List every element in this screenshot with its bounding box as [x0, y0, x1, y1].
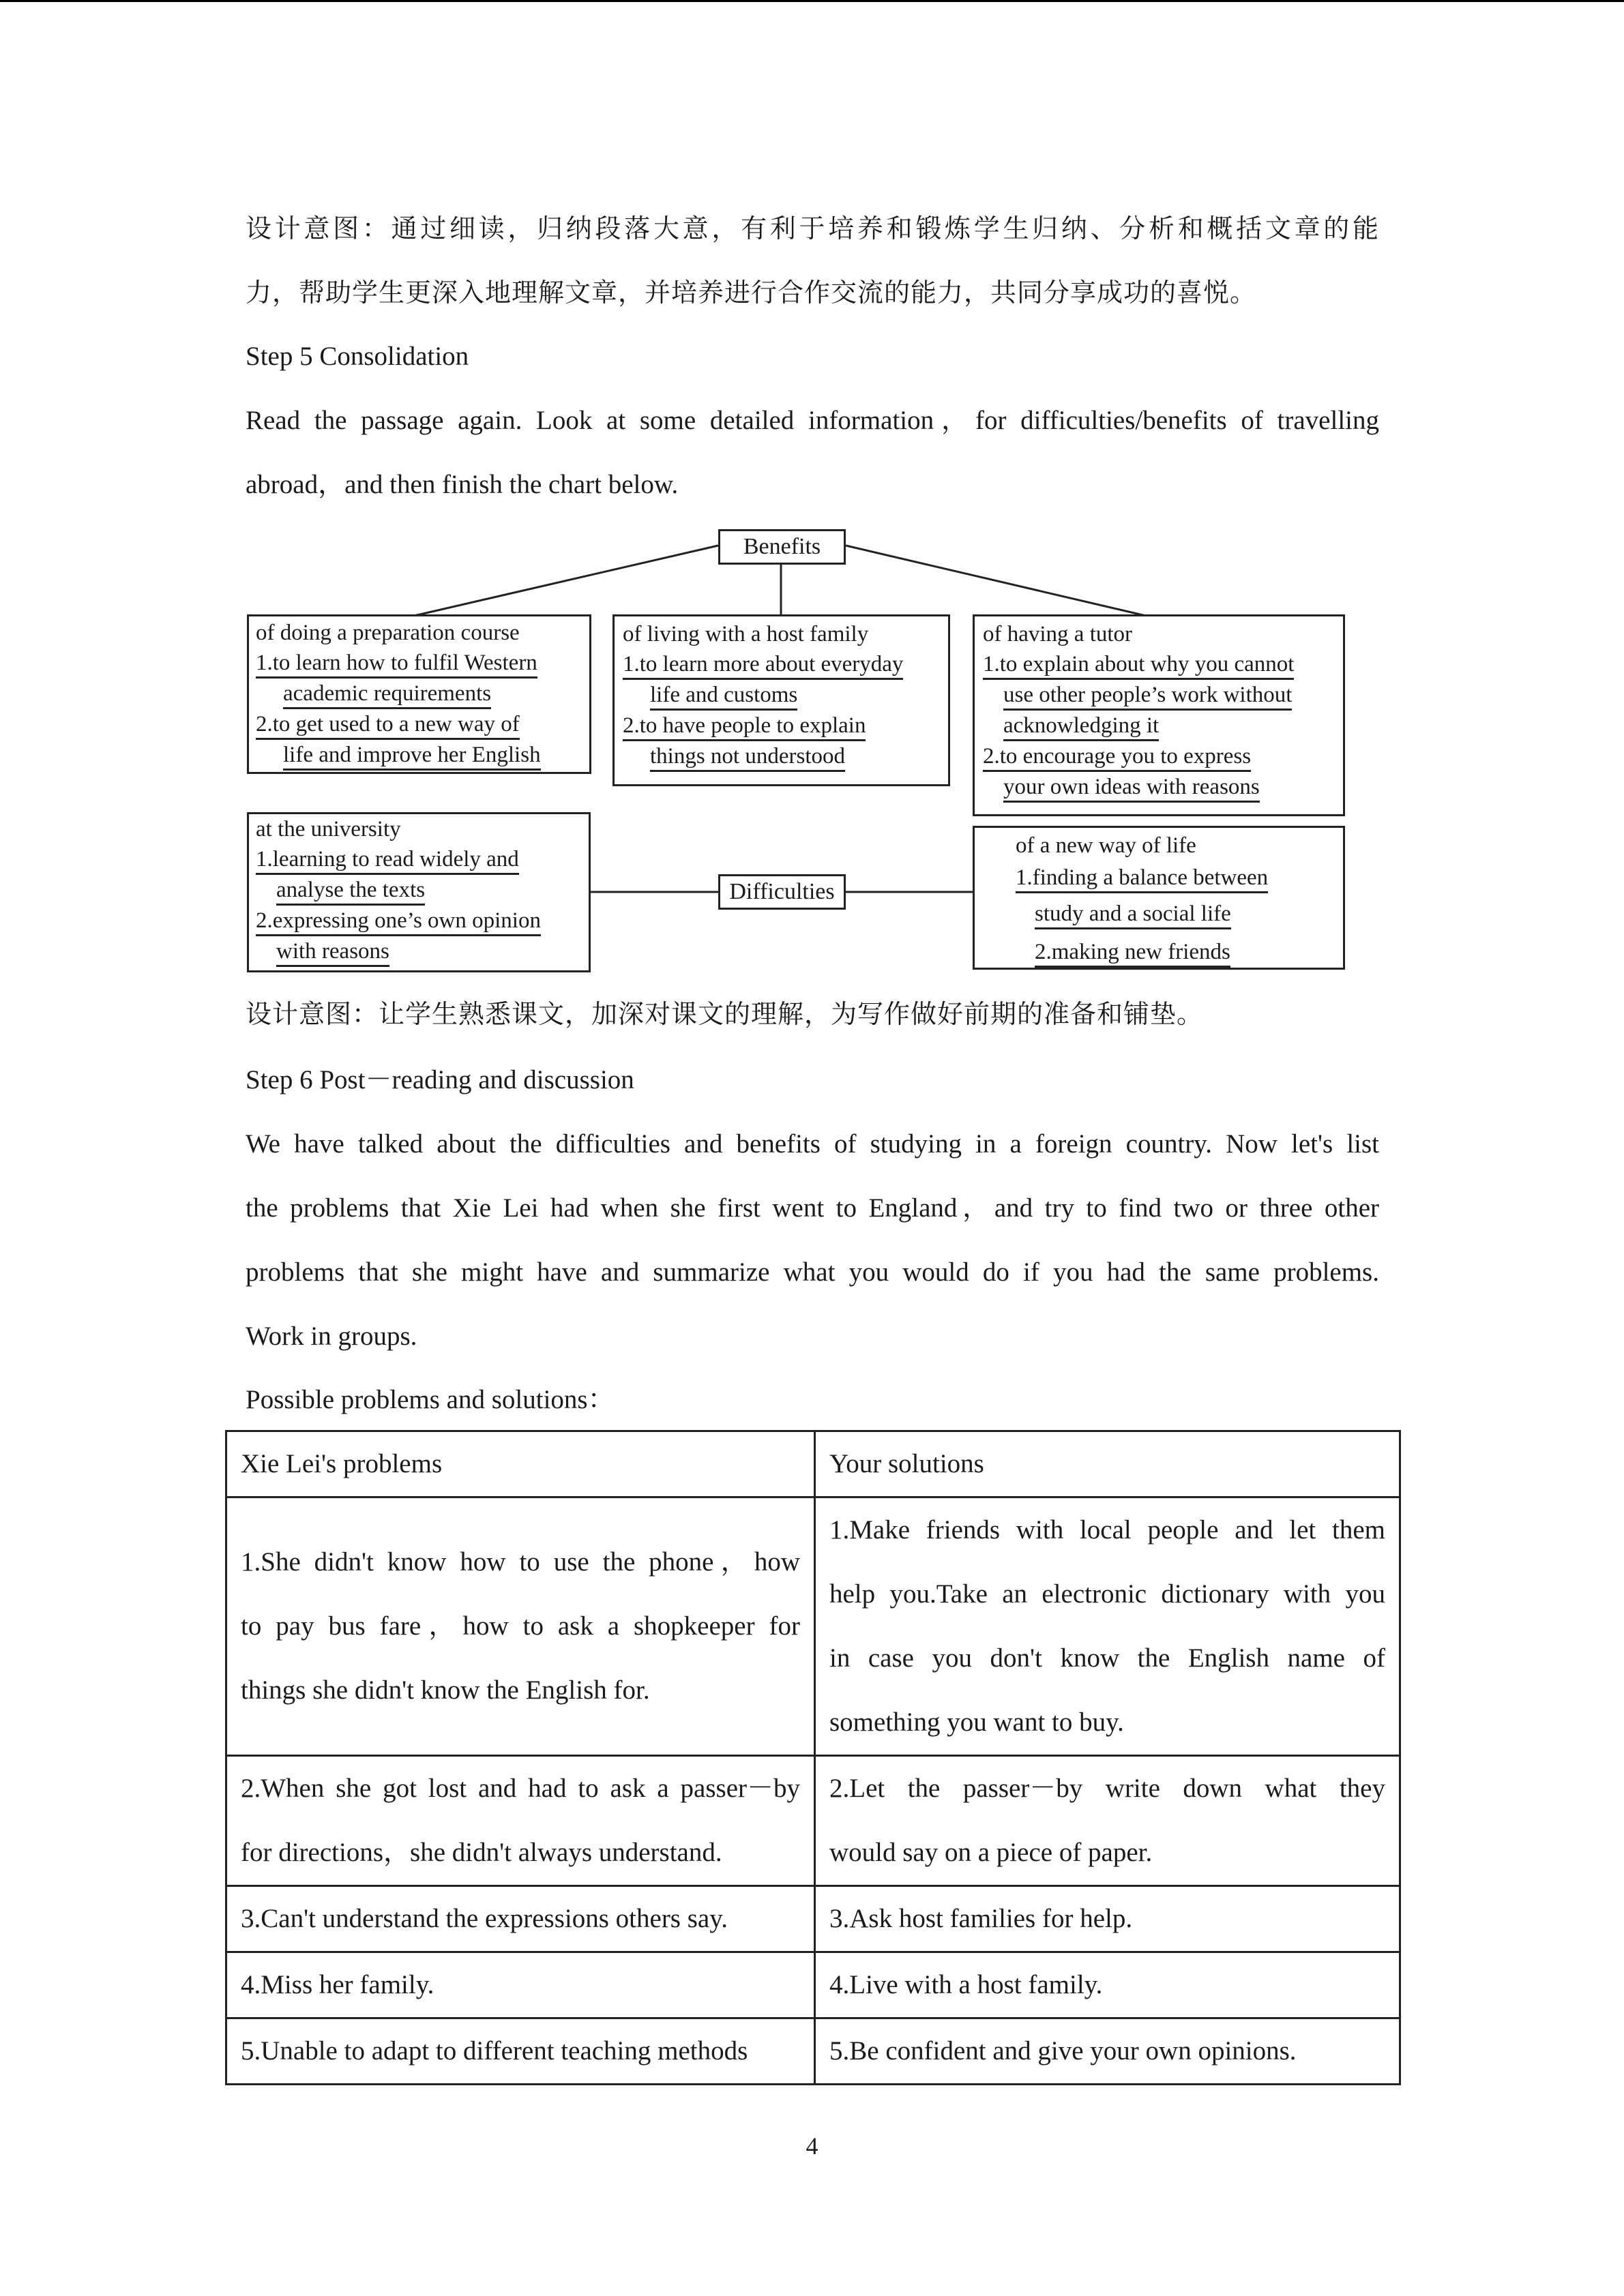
- solution-cell: [815, 1756, 1400, 1886]
- cell-line: would say on a piece of paper.: [829, 1838, 1153, 1867]
- cell-line: in case you don't know the English name of: [829, 1643, 1385, 1673]
- box-item: 1.to explain about why you cannot: [983, 651, 1294, 680]
- step5-title: Step 5 Consolidation: [246, 342, 469, 371]
- box-head: of a new way of life: [1016, 833, 1196, 858]
- box-item: with reasons: [276, 938, 389, 967]
- table-row: [226, 2018, 1400, 2085]
- design-intent-line-2: 力，帮助学生更深入地理解文章，并培养进行合作交流的能力，共同分享成功的喜悦。: [246, 278, 1257, 308]
- cell-line: something you want to buy.: [829, 1708, 1124, 1737]
- design-intent-2: 设计意图：让学生熟悉课文，加深对课文的理解，为写作做好前期的准备和铺垫。: [246, 999, 1204, 1029]
- table-row: [226, 1497, 1400, 1756]
- box-new-way-of-life: [973, 826, 1345, 970]
- box-item: 2.making new friends: [1035, 938, 1230, 968]
- step6-paragraph-line-4: Work in groups.: [246, 1322, 417, 1351]
- solution-cell: 5.Be confident and give your own opinions.: [815, 2018, 1400, 2085]
- chart-connectors: [0, 0, 1624, 996]
- page-number: 4: [806, 2132, 818, 2160]
- possible-problems-label: Possible problems and solutions：: [246, 1385, 615, 1414]
- box-item: use other people’s work without: [1003, 681, 1292, 711]
- cell-line: 1.Make friends with local people and let them: [829, 1515, 1385, 1545]
- header-problems: Xie Lei's problems: [226, 1431, 815, 1497]
- box-item: your own ideas with reasons: [1003, 773, 1260, 803]
- cell-line: things she didn't know the English for.: [241, 1675, 650, 1705]
- box-university: [247, 812, 591, 972]
- table-row: [226, 1886, 1400, 1952]
- problems-solutions-table: [225, 1430, 1401, 2085]
- step6-paragraph-line-2: the problems that Xie Lei had when she first went to England，and try to find two or three other: [246, 1193, 1379, 1223]
- box-head: of having a tutor: [983, 622, 1133, 646]
- cell-line: help you.Take an electronic dictionary with you: [829, 1579, 1385, 1609]
- box-item: life and customs: [650, 681, 797, 711]
- box-item: 2.to get used to a new way of: [256, 711, 520, 740]
- problem-cell: [226, 1756, 815, 1886]
- difficulties-label: Difficulties: [718, 874, 846, 910]
- box-tutor: [973, 614, 1345, 816]
- step6-paragraph-line-1: We have talked about the difficulties and benefits of studying in a foreign country. Now let's list: [246, 1129, 1379, 1159]
- box-head: of living with a host family: [623, 622, 869, 646]
- design-intent-line-1: 设计意图：通过细读，归纳段落大意，有利于培养和锻炼学生归纳、分析和概括文章的能: [246, 213, 1379, 243]
- benefits-label: Benefits: [718, 529, 846, 565]
- box-item: life and improve her English: [283, 741, 541, 771]
- box-host-family: [612, 614, 950, 786]
- table-header-row: [226, 1431, 1400, 1497]
- box-item: 2.to encourage you to express: [983, 743, 1251, 772]
- solution-cell: [815, 1497, 1400, 1756]
- box-item: 1.to learn more about everyday: [623, 651, 903, 680]
- box-item: study and a social life: [1035, 900, 1231, 929]
- box-item: analyse the texts: [276, 876, 425, 906]
- table-row: [226, 1952, 1400, 2018]
- cell-line: for directions，she didn't always understand.: [241, 1838, 722, 1867]
- box-item: 1.learning to read widely and: [256, 846, 519, 875]
- cell-line: 1.She didn't know how to use the phone，how: [241, 1547, 800, 1577]
- box-head: of doing a preparation course: [256, 621, 520, 645]
- step6-title: Step 6 Post－reading and discussion: [246, 1065, 634, 1094]
- box-item: 1.to learn how to fulfil Western: [256, 649, 537, 679]
- problem-cell: 3.Can't understand the expressions others say.: [226, 1886, 815, 1952]
- problem-cell: [226, 1497, 815, 1756]
- box-item: acknowledging it: [1003, 712, 1159, 741]
- step6-paragraph-line-3: problems that she might have and summarize what you would do if you had the same problems.: [246, 1257, 1379, 1287]
- step5-instruction-line-1: Read the passage again. Look at some detailed information，for difficulties/benefits of travelling: [246, 406, 1379, 435]
- box-preparation-course: [247, 614, 591, 774]
- box-item: 1.finding a balance between: [1016, 864, 1268, 893]
- page-top-border: [0, 0, 1624, 2]
- table-row: [226, 1756, 1400, 1886]
- box-item: academic requirements: [283, 680, 491, 709]
- solution-cell: 4.Live with a host family.: [815, 1952, 1400, 2018]
- header-solutions: Your solutions: [815, 1431, 1400, 1497]
- box-head: at the university: [256, 817, 401, 841]
- cell-line: 2.Let the passer－by write down what they: [829, 1774, 1385, 1803]
- cell-line: to pay bus fare，how to ask a shopkeeper for: [241, 1611, 800, 1641]
- box-item: 2.expressing one’s own opinion: [256, 907, 541, 936]
- connector-benefits-prep: [414, 546, 718, 616]
- problem-cell: 5.Unable to adapt to different teaching methods: [226, 2018, 815, 2085]
- step5-instruction-line-2: abroad，and then finish the chart below.: [246, 470, 679, 499]
- solution-cell: 3.Ask host families for help.: [815, 1886, 1400, 1952]
- connector-benefits-tutor: [846, 546, 1146, 616]
- problem-cell: 4.Miss her family.: [226, 1952, 815, 2018]
- cell-line: 2.When she got lost and had to ask a passer－by: [241, 1774, 800, 1803]
- box-item: 2.to have people to explain: [623, 712, 866, 741]
- box-item: things not understood: [650, 743, 845, 772]
